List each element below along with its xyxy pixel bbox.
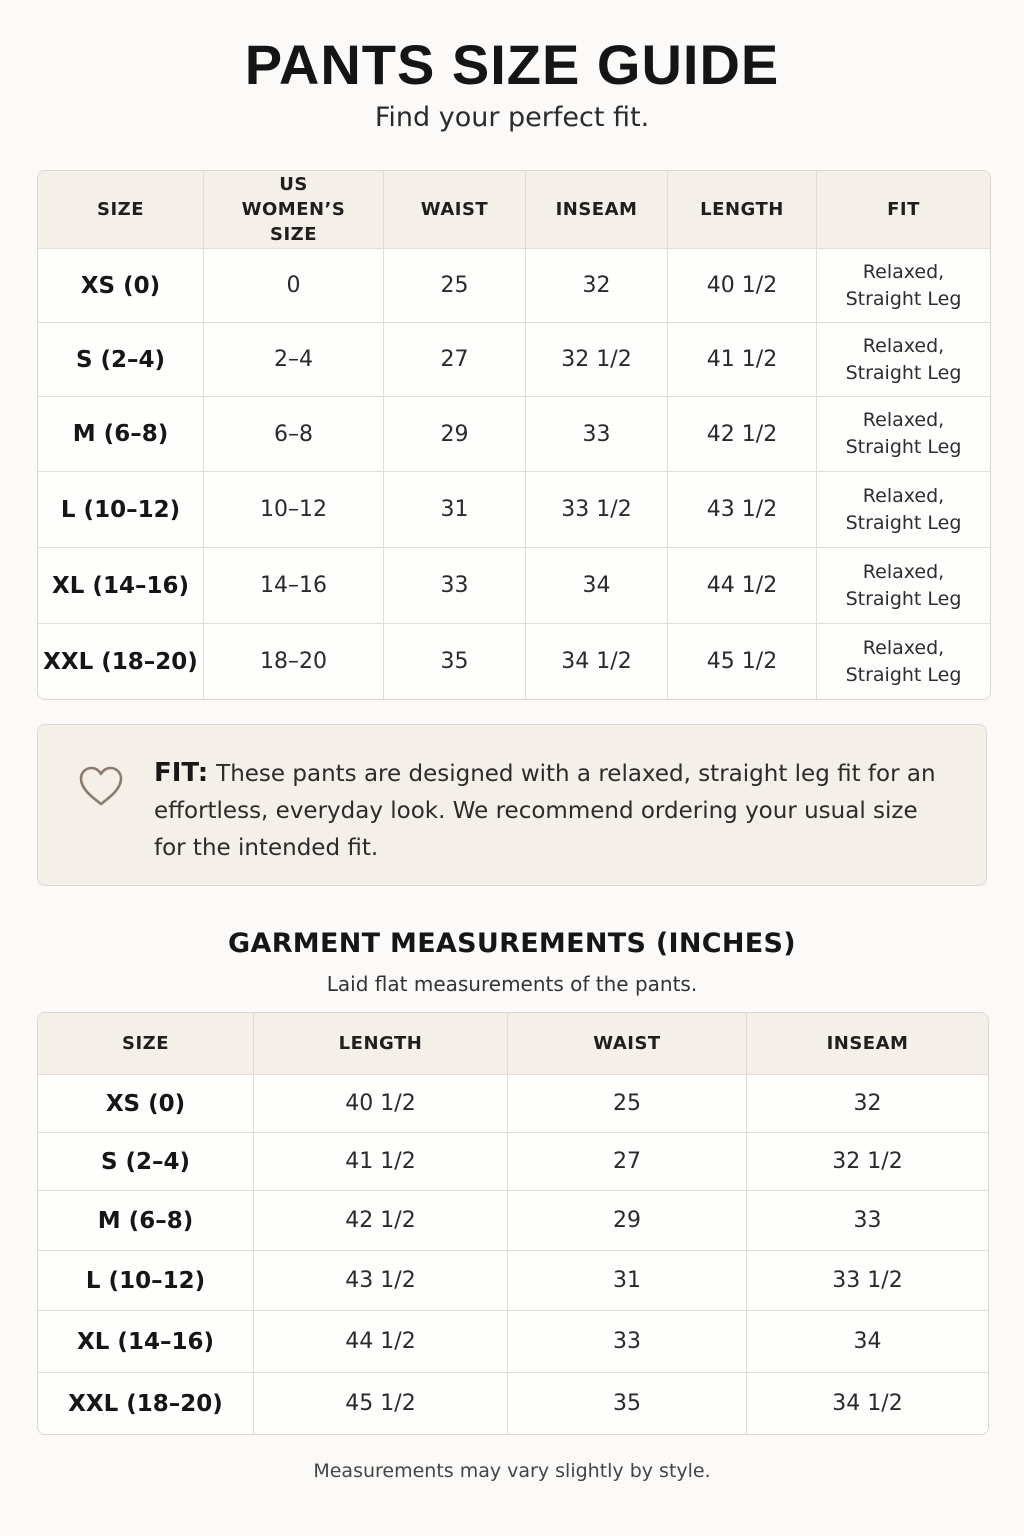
size-cell: XS (0) [38,249,204,323]
inseam-cell: 34 [747,1311,988,1373]
length-cell: 40 1/2 [668,249,817,323]
size-cell: XXL (18–20) [38,624,204,699]
header-inseam: INSEAM [526,171,668,249]
waist-cell: 31 [508,1251,747,1311]
size-cell: L (10–12) [38,1251,254,1311]
us-size-cell: 14–16 [204,548,384,624]
waist-cell: 27 [384,323,526,397]
us-size-cell: 2–4 [204,323,384,397]
table-row [38,1251,988,1311]
fit-cell: Relaxed, Straight Leg [845,636,962,686]
table-row [38,249,990,323]
header-size: SIZE [38,171,204,249]
inseam-cell: 34 1/2 [832,1391,903,1416]
header-inseam: INSEAM [747,1013,988,1075]
inseam-cell: 33 [747,1191,988,1251]
size-cell: L (10–12) [38,472,204,548]
table-row [38,1311,988,1373]
header-waist: WAIST [508,1013,747,1075]
inseam-cell: 33 1/2 [526,472,668,548]
inseam-cell: 32 1/2 [526,323,668,397]
length-cell: 45 1/2 [254,1373,508,1434]
fit-note-label: FIT: [154,758,209,788]
garment-table-header-row [38,1013,988,1075]
inseam-cell: 33 1/2 [747,1251,988,1311]
header-length: LENGTH [254,1013,508,1075]
table-row [38,1133,988,1191]
garment-table [37,1012,989,1435]
fit-cell: Relaxed, Straight Leg [817,472,990,548]
table-row [38,1373,988,1434]
heart-icon [78,765,124,807]
length-cell: 43 1/2 [254,1251,508,1311]
fit-cell: Relaxed, Straight Leg [817,397,990,472]
garment-section-title: GARMENT MEASUREMENTS (INCHES) [228,928,796,959]
waist-cell: 35 [508,1373,747,1434]
length-cell: 44 1/2 [668,548,817,624]
size-table [37,170,991,700]
size-cell: M (6–8) [38,397,204,472]
footnote: Measurements may vary slightly by style. [313,1460,711,1482]
size-cell: XL (14–16) [38,1311,254,1373]
us-size-cell: 6–8 [204,397,384,472]
length-cell: 41 1/2 [254,1133,508,1191]
length-cell: 43 1/2 [668,472,817,548]
size-cell: XL (14–16) [38,548,204,624]
size-cell: S (2–4) [38,1133,254,1191]
table-row [38,472,990,548]
length-cell: 41 1/2 [668,323,817,397]
size-cell: XXL (18–20) [38,1373,254,1434]
size-cell: M (6–8) [38,1191,254,1251]
fit-cell: Relaxed, Straight Leg [817,548,990,624]
size-table-header-row [38,171,990,249]
length-cell: 42 1/2 [254,1191,508,1251]
waist-cell: 25 [508,1075,747,1133]
waist-cell: 33 [384,548,526,624]
us-size-cell: 18–20 [204,624,384,699]
page-subtitle: Find your perfect fit. [374,102,650,133]
size-cell: S (2–4) [38,323,204,397]
table-row [38,323,990,397]
size-cell: XS (0) [38,1075,254,1133]
waist-cell: 35 [384,624,526,699]
length-cell: 40 1/2 [254,1075,508,1133]
inseam-cell: 32 [526,249,668,323]
fit-note-text: These pants are designed with a relaxed, straight leg fit for an effortless, everyday look. We recommend ordering your usual size for the intended fit. [154,761,936,861]
page-title: PANTS SIZE GUIDE [244,33,780,96]
us-size-cell: 0 [204,249,384,323]
table-row [38,624,990,699]
waist-cell: 29 [384,397,526,472]
length-cell: 44 1/2 [254,1311,508,1373]
garment-section-subtitle: Laid flat measurements of the pants. [326,972,698,996]
fit-cell: Relaxed, Straight Leg [817,323,990,397]
fit-cell: Relaxed, Straight Leg [817,249,990,323]
waist-cell: 31 [384,472,526,548]
header-length: LENGTH [668,171,817,249]
table-row [38,397,990,472]
waist-cell: 27 [508,1133,747,1191]
inseam-cell: 33 [526,397,668,472]
table-row [38,1075,988,1133]
us-size-cell: 10–12 [204,472,384,548]
table-row [38,1191,988,1251]
length-cell: 42 1/2 [668,397,817,472]
fit-note-text-block [154,755,954,867]
header-size: SIZE [38,1013,254,1075]
inseam-cell: 34 [526,548,668,624]
waist-cell: 33 [508,1311,747,1373]
inseam-cell: 32 1/2 [747,1133,988,1191]
inseam-cell: 32 [747,1075,988,1133]
length-cell: 45 1/2 [668,624,817,699]
fit-note [37,724,987,886]
header-waist: WAIST [384,171,526,249]
waist-cell: 29 [508,1191,747,1251]
header-fit: FIT [817,171,990,249]
inseam-cell: 34 1/2 [526,624,668,699]
waist-cell: 25 [384,249,526,323]
header-us-womens-size: US WOMEN’S SIZE [204,171,384,249]
table-row [38,548,990,624]
